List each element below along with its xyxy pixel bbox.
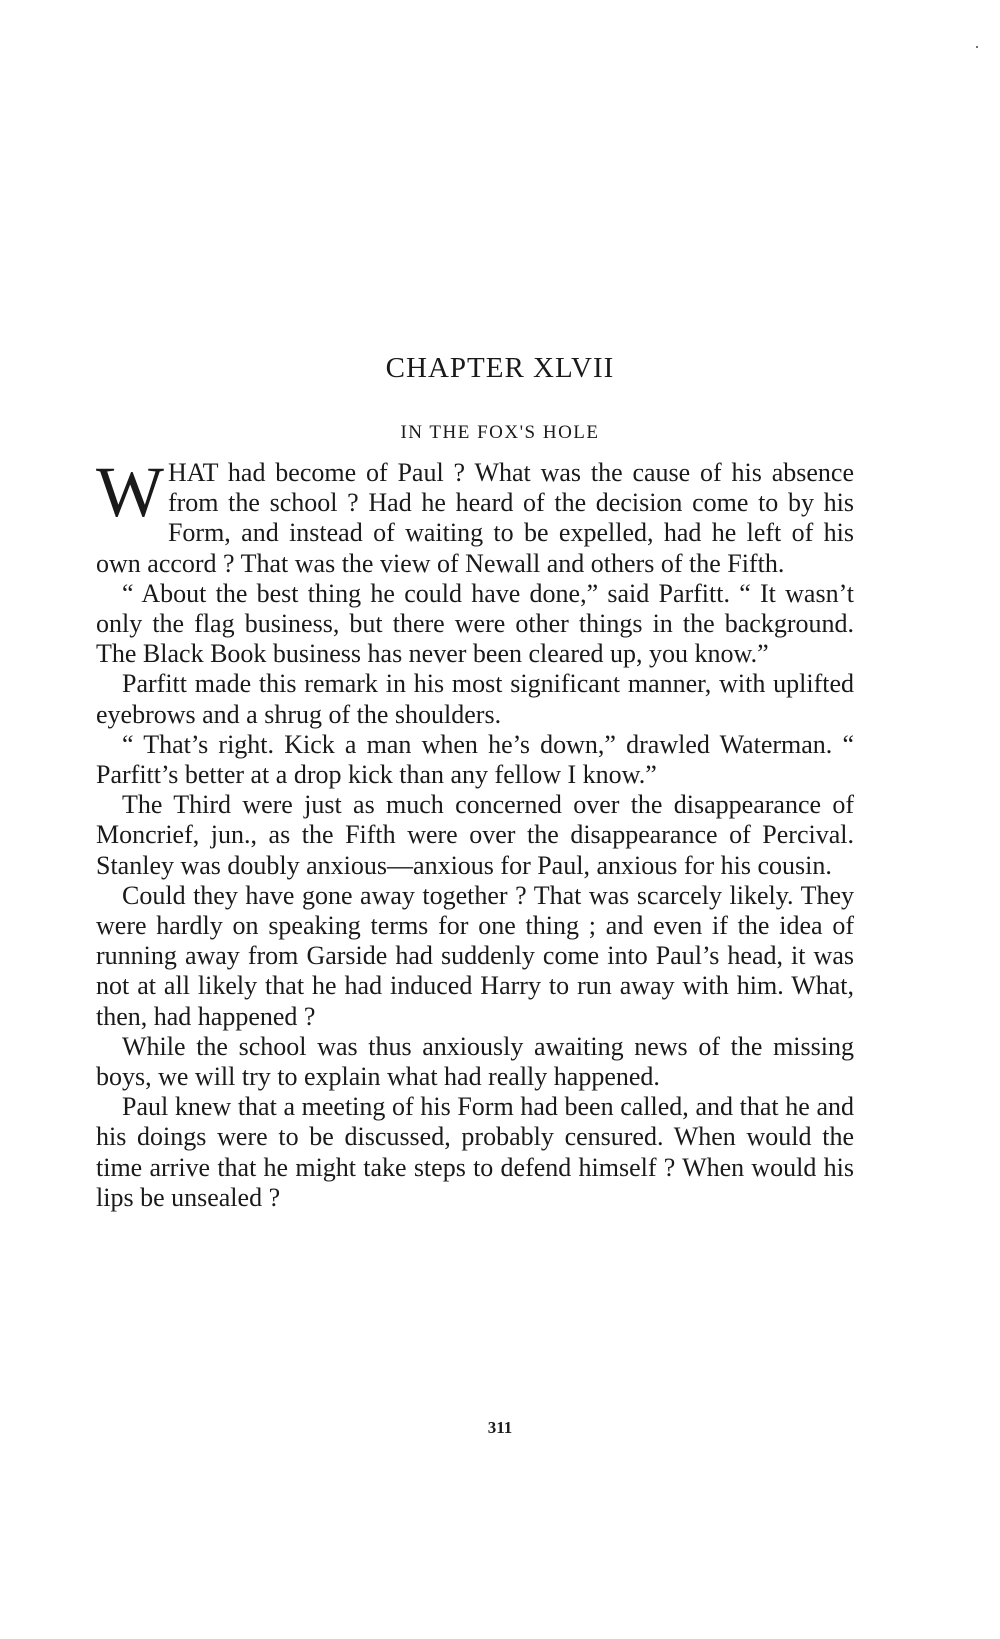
- paragraph-6: Could they have gone away together ? That was scarcely likely. They were hardly on speaking terms for one thing ; and even if the idea of running away from Garside had suddenly come into Paul’s head, it was not at all likely that he had induced Harry to run away with him. What, then, had happened ?: [96, 880, 854, 1031]
- paragraph-3: Parfitt made this remark in his most significant manner, with uplifted eyebrows and a shrug of the shoulders.: [96, 669, 854, 729]
- paragraph-8: Paul knew that a meeting of his Form had been called, and that he and his doings were to be discussed, probably censured. When would the time arrive that he might take steps to defend himself ? When would his lips be unsealed ?: [96, 1092, 854, 1212]
- chapter-body: [96, 452, 854, 1213]
- paragraph-5: The Third were just as much concerned over the disappearance of Moncrief, jun., as the Fifth were over the disappearance of Percival. Stanley was doubly anxious—anxious for Paul, anxious for his cousin.: [96, 790, 854, 880]
- paragraph-2: “ About the best thing he could have done,” said Parfitt. “ It wasn’t only the flag business, but there were other things in the background. The Black Book business has never been cleared up, you know.”: [96, 578, 854, 669]
- lead-word: HAT: [167, 458, 219, 487]
- paragraph-7: While the school was thus anxiously awaiting news of the missing boys, we will try to explain what had really happened.: [96, 1031, 854, 1092]
- paragraph-text: had become of Paul ? What was the cause of his absence from the school ? Had he heard of the decision come to by his Form, and instead of waiting to be expelled, had he left of his own accord ? That was the view of Newall and others of the Fifth.: [96, 458, 854, 578]
- scan-speck: [976, 46, 978, 48]
- chapter-subtitle: IN THE FOX'S HOLE: [400, 422, 600, 443]
- drop-cap-letter: W: [96, 452, 164, 532]
- paragraph-4: “ That’s right. Kick a man when he’s down,” drawled Waterman. “ Parfitt’s better at a drop kick than any fellow I know.”: [96, 729, 854, 790]
- page-number: 311: [487, 1418, 513, 1437]
- paragraph-1: [96, 452, 854, 579]
- chapter-title: CHAPTER XLVII: [385, 352, 615, 384]
